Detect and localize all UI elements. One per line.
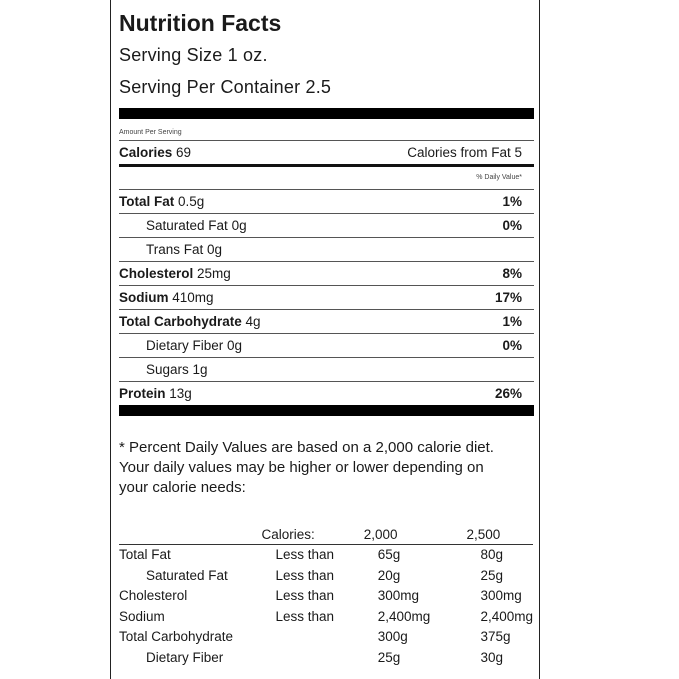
table-header-label: Calories:	[262, 526, 364, 545]
table-cell-2000: 25g	[377, 649, 401, 665]
table-cell-2000: 300mg	[377, 588, 419, 603]
table-row	[119, 627, 533, 648]
nutrient-amount: 4g	[245, 314, 261, 329]
nutrient-pct: 17%	[494, 290, 522, 305]
nutrient-cell	[146, 218, 247, 233]
table-row	[119, 545, 533, 566]
thick-divider	[119, 108, 534, 119]
daily-value-header: % Daily Value*	[476, 174, 522, 181]
daily-value-table	[119, 526, 533, 668]
nutrient-pct: 0%	[502, 338, 522, 353]
nutrition-label	[110, 0, 540, 679]
nutrient-row-total-carbohydrate	[119, 309, 534, 333]
label-title: Nutrition Facts	[119, 10, 282, 36]
nutrient-name: Total Fat	[119, 194, 175, 209]
nutrient-row-sodium	[119, 285, 534, 309]
table-header-2000: 2,000	[364, 526, 467, 545]
nutrient-name: Protein	[119, 386, 166, 401]
nutrient-pct: 0%	[502, 218, 522, 233]
table-cell-qualifier: Less than	[275, 547, 335, 562]
table-cell-qualifier: Less than	[275, 588, 335, 603]
nutrient-row-dietary-fiber	[119, 333, 534, 357]
nutrient-cell	[119, 194, 204, 209]
table-cell-2500: 375g	[480, 629, 511, 644]
serving-size: Serving Size 1 oz.	[119, 45, 268, 65]
nutrient-name: Sodium	[119, 290, 169, 305]
nutrient-cell	[119, 290, 214, 305]
nutrient-name: Dietary Fiber	[146, 338, 224, 353]
table-row	[119, 586, 533, 607]
nutrient-amount: 25mg	[197, 266, 231, 281]
nutrient-name: Total Carbohydrate	[119, 314, 242, 329]
nutrient-pct: 1%	[502, 194, 522, 209]
nutrient-cell	[119, 266, 231, 281]
table-cell-2000: 20g	[377, 567, 401, 583]
amount-per-serving: Amount Per Serving	[119, 128, 534, 141]
table-cell-qualifier: Less than	[275, 567, 335, 583]
calories-label: Calories	[119, 145, 173, 160]
table-cell-name: Total Fat	[119, 547, 171, 562]
nutrient-amount: 0g	[207, 242, 223, 257]
nutrient-name: Sugars	[146, 362, 189, 377]
table-row	[119, 648, 533, 669]
table-row	[119, 566, 533, 587]
nutrient-pct: 26%	[494, 386, 522, 401]
table-cell-2000: 65g	[377, 547, 401, 562]
nutrient-row-sugars	[119, 357, 534, 381]
table-header-row	[119, 526, 533, 545]
calories-from-fat: Calories from Fat 5	[407, 145, 522, 160]
nutrient-amount: 410mg	[172, 290, 214, 305]
table-header-2500: 2,500	[466, 526, 533, 545]
nutrient-amount: 0.5g	[178, 194, 205, 209]
nutrient-cell	[119, 386, 192, 401]
thick-divider	[119, 405, 534, 416]
table-cell-2500: 30g	[480, 649, 503, 665]
table-cell-name: Cholesterol	[119, 588, 188, 603]
nutrient-name: Saturated Fat	[146, 218, 228, 233]
nutrient-row-protein	[119, 381, 534, 405]
nutrient-pct: 1%	[502, 314, 522, 329]
nutrient-name: Cholesterol	[119, 266, 194, 281]
nutrient-amount: 1g	[192, 362, 208, 377]
table-cell-name: Sodium	[119, 608, 165, 624]
table-cell-qualifier: Less than	[275, 608, 335, 624]
daily-value-footnote: * Percent Daily Values are based on a 2,000 calorie diet. Your daily values may be higher or lower depending on your calorie needs:	[119, 439, 494, 496]
calories-cell	[119, 145, 191, 160]
table-cell-name: Dietary Fiber	[146, 649, 224, 665]
nutrient-row-cholesterol	[119, 261, 534, 285]
nutrient-row-total-fat	[119, 189, 534, 213]
nutrient-row-saturated-fat	[119, 213, 534, 237]
nutrient-amount: 0g	[227, 338, 243, 353]
table-cell-2500: 80g	[480, 547, 503, 562]
nutrient-cell	[146, 242, 222, 257]
table-cell-2500: 25g	[480, 567, 503, 583]
nutrient-amount: 0g	[231, 218, 247, 233]
table-cell-qualifier	[262, 627, 364, 648]
servings-per-container: Serving Per Container 2.5	[119, 77, 332, 97]
table-cell-qualifier	[262, 648, 364, 669]
nutrient-cell	[146, 338, 242, 353]
table-cell-2000: 2,400mg	[377, 608, 431, 624]
calories-value: 69	[176, 145, 192, 160]
nutrient-pct: 8%	[502, 266, 522, 281]
table-cell-2000: 300g	[377, 629, 408, 644]
nutrient-cell	[146, 362, 208, 377]
table-cell-2500: 300mg	[480, 588, 522, 603]
table-row	[119, 607, 533, 628]
nutrient-name: Trans Fat	[146, 242, 204, 257]
nutrient-row-trans-fat	[119, 237, 534, 261]
table-cell-2500: 2,400mg	[480, 608, 533, 624]
table-cell-name: Total Carbohydrate	[119, 629, 234, 644]
table-cell-name: Saturated Fat	[146, 567, 228, 583]
calories-row	[119, 141, 534, 167]
nutrient-cell	[119, 314, 261, 329]
nutrient-amount: 13g	[169, 386, 192, 401]
